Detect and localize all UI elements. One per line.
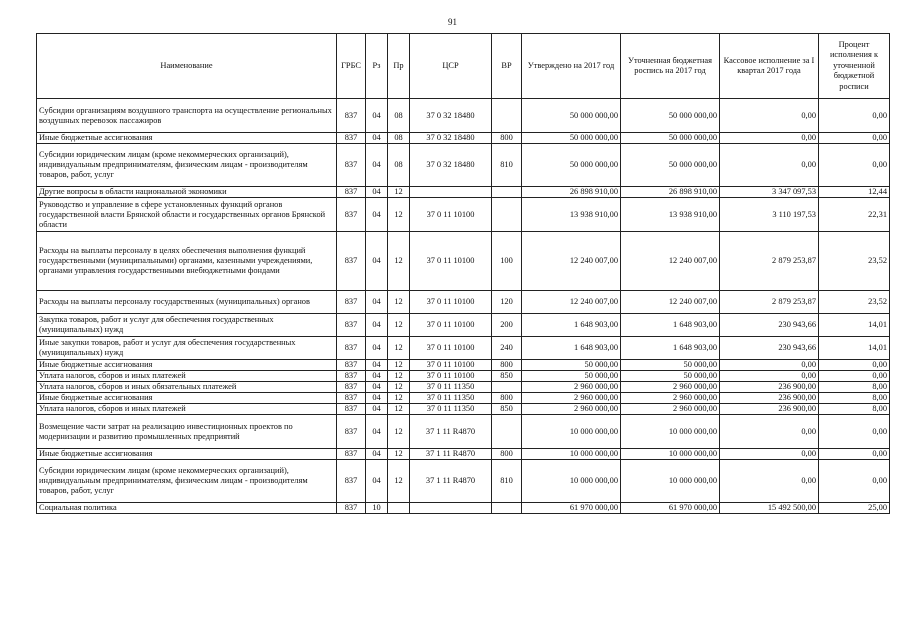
row-approved: 50 000 000,00: [522, 144, 621, 187]
row-cash: 0,00: [720, 99, 819, 133]
row-vr: 810: [492, 460, 522, 503]
row-refined: 61 970 000,00: [621, 503, 720, 514]
row-refined: 12 240 007,00: [621, 232, 720, 291]
row-refined: 2 960 000,00: [621, 382, 720, 393]
row-approved: 50 000 000,00: [522, 99, 621, 133]
row-vr: 850: [492, 404, 522, 415]
header-approved: Утверждено на 2017 год: [522, 34, 621, 99]
row-refined: 2 960 000,00: [621, 393, 720, 404]
row-pr: 12: [388, 232, 410, 291]
row-rz: 04: [366, 99, 388, 133]
row-cash: 0,00: [720, 371, 819, 382]
header-cash: Кассовое исполнение за I квартал 2017 года: [720, 34, 819, 99]
row-refined: 50 000 000,00: [621, 99, 720, 133]
row-vr: [492, 187, 522, 198]
row-cash: 236 900,00: [720, 393, 819, 404]
row-name: Иные бюджетные ассигнования: [37, 449, 337, 460]
row-refined: 50 000 000,00: [621, 133, 720, 144]
row-name: Иные бюджетные ассигнования: [37, 393, 337, 404]
row-percent: 0,00: [819, 360, 890, 371]
row-csr: 37 0 11 10100: [410, 337, 492, 360]
row-csr: [410, 503, 492, 514]
row-refined: 50 000 000,00: [621, 144, 720, 187]
row-csr: 37 0 11 10100: [410, 232, 492, 291]
row-approved: 2 960 000,00: [522, 382, 621, 393]
row-rz: 04: [366, 460, 388, 503]
row-vr: [492, 415, 522, 449]
row-rz: 04: [366, 449, 388, 460]
table-header-row: [37, 34, 890, 99]
row-csr: 37 1 11 R4870: [410, 460, 492, 503]
row-cash: 0,00: [720, 133, 819, 144]
table-row: [37, 503, 890, 514]
row-refined: 1 648 903,00: [621, 314, 720, 337]
row-grbs: 837: [337, 337, 366, 360]
row-percent: 0,00: [819, 133, 890, 144]
row-grbs: 837: [337, 198, 366, 232]
header-rz: Рз: [366, 34, 388, 99]
row-pr: 12: [388, 291, 410, 314]
row-percent: 0,00: [819, 144, 890, 187]
row-vr: [492, 503, 522, 514]
row-grbs: 837: [337, 133, 366, 144]
row-vr: 850: [492, 371, 522, 382]
row-rz: 04: [366, 314, 388, 337]
row-name: Иные закупки товаров, работ и услуг для обеспечения государственных (муниципальных) нужд: [37, 337, 337, 360]
row-approved: 61 970 000,00: [522, 503, 621, 514]
row-name: Расходы на выплаты персоналу в целях обеспечения выполнения функций государственными (муниципальными) органами, казенными учреждениями, органами управления государственными внебюджетными фондами: [37, 232, 337, 291]
row-refined: 26 898 910,00: [621, 187, 720, 198]
row-percent: 23,52: [819, 291, 890, 314]
table-row: [37, 187, 890, 198]
row-approved: 1 648 903,00: [522, 314, 621, 337]
row-pr: 12: [388, 382, 410, 393]
row-csr: 37 0 32 18480: [410, 99, 492, 133]
table-row: [37, 460, 890, 503]
row-percent: 0,00: [819, 449, 890, 460]
row-cash: 230 943,66: [720, 314, 819, 337]
row-vr: 800: [492, 449, 522, 460]
row-rz: 04: [366, 393, 388, 404]
row-csr: [410, 187, 492, 198]
row-name: Уплата налогов, сборов и иных платежей: [37, 404, 337, 415]
page-number: 91: [448, 17, 457, 27]
row-rz: 04: [366, 187, 388, 198]
row-cash: 2 879 253,87: [720, 291, 819, 314]
row-rz: 04: [366, 371, 388, 382]
row-csr: 37 0 11 10100: [410, 291, 492, 314]
row-refined: 13 938 910,00: [621, 198, 720, 232]
row-approved: 12 240 007,00: [522, 232, 621, 291]
row-pr: [388, 503, 410, 514]
row-rz: 04: [366, 198, 388, 232]
row-refined: 10 000 000,00: [621, 449, 720, 460]
row-approved: 1 648 903,00: [522, 337, 621, 360]
table-row: [37, 393, 890, 404]
row-approved: 10 000 000,00: [522, 449, 621, 460]
row-percent: 8,00: [819, 393, 890, 404]
row-cash: 0,00: [720, 460, 819, 503]
row-name: Закупка товаров, работ и услуг для обеспечения государственных (муниципальных) нужд: [37, 314, 337, 337]
row-pr: 12: [388, 449, 410, 460]
row-pr: 12: [388, 415, 410, 449]
row-grbs: 837: [337, 449, 366, 460]
row-name: Социальная политика: [37, 503, 337, 514]
row-rz: 10: [366, 503, 388, 514]
row-pr: 12: [388, 393, 410, 404]
row-refined: 10 000 000,00: [621, 415, 720, 449]
table-row: [37, 382, 890, 393]
row-vr: [492, 99, 522, 133]
row-approved: 26 898 910,00: [522, 187, 621, 198]
row-pr: 08: [388, 133, 410, 144]
row-vr: 800: [492, 133, 522, 144]
row-percent: 23,52: [819, 232, 890, 291]
row-grbs: 837: [337, 99, 366, 133]
row-cash: 15 492 500,00: [720, 503, 819, 514]
row-approved: 50 000,00: [522, 371, 621, 382]
row-grbs: 837: [337, 371, 366, 382]
row-vr: 120: [492, 291, 522, 314]
row-cash: 0,00: [720, 449, 819, 460]
row-grbs: 837: [337, 503, 366, 514]
row-grbs: 837: [337, 187, 366, 198]
row-vr: 800: [492, 360, 522, 371]
row-percent: 14,01: [819, 314, 890, 337]
row-csr: 37 0 11 11350: [410, 393, 492, 404]
row-refined: 12 240 007,00: [621, 291, 720, 314]
row-pr: 12: [388, 371, 410, 382]
row-csr: 37 0 11 10100: [410, 198, 492, 232]
row-rz: 04: [366, 144, 388, 187]
row-grbs: 837: [337, 232, 366, 291]
row-percent: 22,31: [819, 198, 890, 232]
table-row: [37, 337, 890, 360]
row-approved: 13 938 910,00: [522, 198, 621, 232]
row-rz: 04: [366, 337, 388, 360]
table-row: [37, 133, 890, 144]
row-pr: 12: [388, 337, 410, 360]
row-approved: 2 960 000,00: [522, 393, 621, 404]
row-pr: 12: [388, 460, 410, 503]
row-vr: [492, 382, 522, 393]
row-refined: 50 000,00: [621, 360, 720, 371]
row-refined: 1 648 903,00: [621, 337, 720, 360]
row-rz: 04: [366, 360, 388, 371]
row-name: Руководство и управление в сфере установленных функций органов государственной власти Брянской области и государственных органов Брянской области: [37, 198, 337, 232]
row-percent: 8,00: [819, 382, 890, 393]
row-percent: 12,44: [819, 187, 890, 198]
header-percent: Процент исполнения к уточненной бюджетной росписи: [819, 34, 890, 99]
table-row: [37, 415, 890, 449]
table-row: [37, 404, 890, 415]
row-cash: 236 900,00: [720, 382, 819, 393]
row-cash: 0,00: [720, 415, 819, 449]
header-pr: Пр: [388, 34, 410, 99]
table-row: [37, 360, 890, 371]
row-pr: 12: [388, 314, 410, 337]
table-row: [37, 232, 890, 291]
header-csr: ЦСР: [410, 34, 492, 99]
row-rz: 04: [366, 133, 388, 144]
table-row: [37, 198, 890, 232]
row-cash: 2 879 253,87: [720, 232, 819, 291]
row-percent: 0,00: [819, 460, 890, 503]
row-pr: 12: [388, 360, 410, 371]
row-cash: 0,00: [720, 360, 819, 371]
row-csr: 37 0 11 11350: [410, 404, 492, 415]
row-cash: 3 347 097,53: [720, 187, 819, 198]
row-grbs: 837: [337, 460, 366, 503]
row-refined: 50 000,00: [621, 371, 720, 382]
row-percent: 25,00: [819, 503, 890, 514]
row-pr: 08: [388, 99, 410, 133]
header-vr: ВР: [492, 34, 522, 99]
row-approved: 10 000 000,00: [522, 415, 621, 449]
row-grbs: 837: [337, 291, 366, 314]
row-csr: 37 0 32 18480: [410, 144, 492, 187]
row-rz: 04: [366, 232, 388, 291]
row-percent: 14,01: [819, 337, 890, 360]
row-pr: 12: [388, 404, 410, 415]
table-row: [37, 314, 890, 337]
row-rz: 04: [366, 415, 388, 449]
table-row: [37, 99, 890, 133]
row-grbs: 837: [337, 382, 366, 393]
row-name: Расходы на выплаты персоналу государственных (муниципальных) органов: [37, 291, 337, 314]
row-csr: 37 0 11 10100: [410, 371, 492, 382]
row-refined: 10 000 000,00: [621, 460, 720, 503]
row-approved: 2 960 000,00: [522, 404, 621, 415]
row-approved: 50 000 000,00: [522, 133, 621, 144]
row-refined: 2 960 000,00: [621, 404, 720, 415]
row-name: Другие вопросы в области национальной экономики: [37, 187, 337, 198]
row-grbs: 837: [337, 415, 366, 449]
row-grbs: 837: [337, 144, 366, 187]
row-grbs: 837: [337, 314, 366, 337]
header-name: Наименование: [37, 34, 337, 99]
row-cash: 230 943,66: [720, 337, 819, 360]
budget-table: [36, 33, 890, 514]
row-pr: 08: [388, 144, 410, 187]
row-name: Уплата налогов, сборов и иных обязательных платежей: [37, 382, 337, 393]
row-pr: 12: [388, 187, 410, 198]
row-pr: 12: [388, 198, 410, 232]
row-csr: 37 1 11 R4870: [410, 449, 492, 460]
row-percent: 0,00: [819, 371, 890, 382]
row-rz: 04: [366, 382, 388, 393]
row-cash: 3 110 197,53: [720, 198, 819, 232]
row-rz: 04: [366, 291, 388, 314]
row-cash: 236 900,00: [720, 404, 819, 415]
row-vr: 100: [492, 232, 522, 291]
row-vr: [492, 198, 522, 232]
row-name: Возмещение части затрат на реализацию инвестиционных проектов по модернизации и развитию промышленных предприятий: [37, 415, 337, 449]
header-grbs: ГРБС: [337, 34, 366, 99]
row-name: Иные бюджетные ассигнования: [37, 360, 337, 371]
row-csr: 37 0 32 18480: [410, 133, 492, 144]
row-csr: 37 1 11 R4870: [410, 415, 492, 449]
row-name: Субсидии юридическим лицам (кроме некоммерческих организаций), индивидуальным предпринимателям, физическим лицам - производителям товаров, работ, услуг: [37, 460, 337, 503]
row-vr: 240: [492, 337, 522, 360]
table-row: [37, 144, 890, 187]
row-grbs: 837: [337, 393, 366, 404]
row-vr: 800: [492, 393, 522, 404]
row-approved: 12 240 007,00: [522, 291, 621, 314]
row-cash: 0,00: [720, 144, 819, 187]
row-csr: 37 0 11 10100: [410, 360, 492, 371]
row-grbs: 837: [337, 404, 366, 415]
header-refined: Уточненная бюджетная роспись на 2017 год: [621, 34, 720, 99]
row-percent: 0,00: [819, 415, 890, 449]
row-name: Уплата налогов, сборов и иных платежей: [37, 371, 337, 382]
row-grbs: 837: [337, 360, 366, 371]
row-name: Субсидии организациям воздушного транспорта на осуществление региональных воздушных перевозок пассажиров: [37, 99, 337, 133]
row-approved: 10 000 000,00: [522, 460, 621, 503]
row-approved: 50 000,00: [522, 360, 621, 371]
row-percent: 8,00: [819, 404, 890, 415]
row-rz: 04: [366, 404, 388, 415]
row-csr: 37 0 11 11350: [410, 382, 492, 393]
table-row: [37, 291, 890, 314]
row-vr: 200: [492, 314, 522, 337]
table-row: [37, 449, 890, 460]
row-csr: 37 0 11 10100: [410, 314, 492, 337]
row-name: Субсидии юридическим лицам (кроме некоммерческих организаций), индивидуальным предпринимателям, физическим лицам - производителям товаров, работ, услуг: [37, 144, 337, 187]
row-name: Иные бюджетные ассигнования: [37, 133, 337, 144]
row-vr: 810: [492, 144, 522, 187]
table-row: [37, 371, 890, 382]
row-percent: 0,00: [819, 99, 890, 133]
